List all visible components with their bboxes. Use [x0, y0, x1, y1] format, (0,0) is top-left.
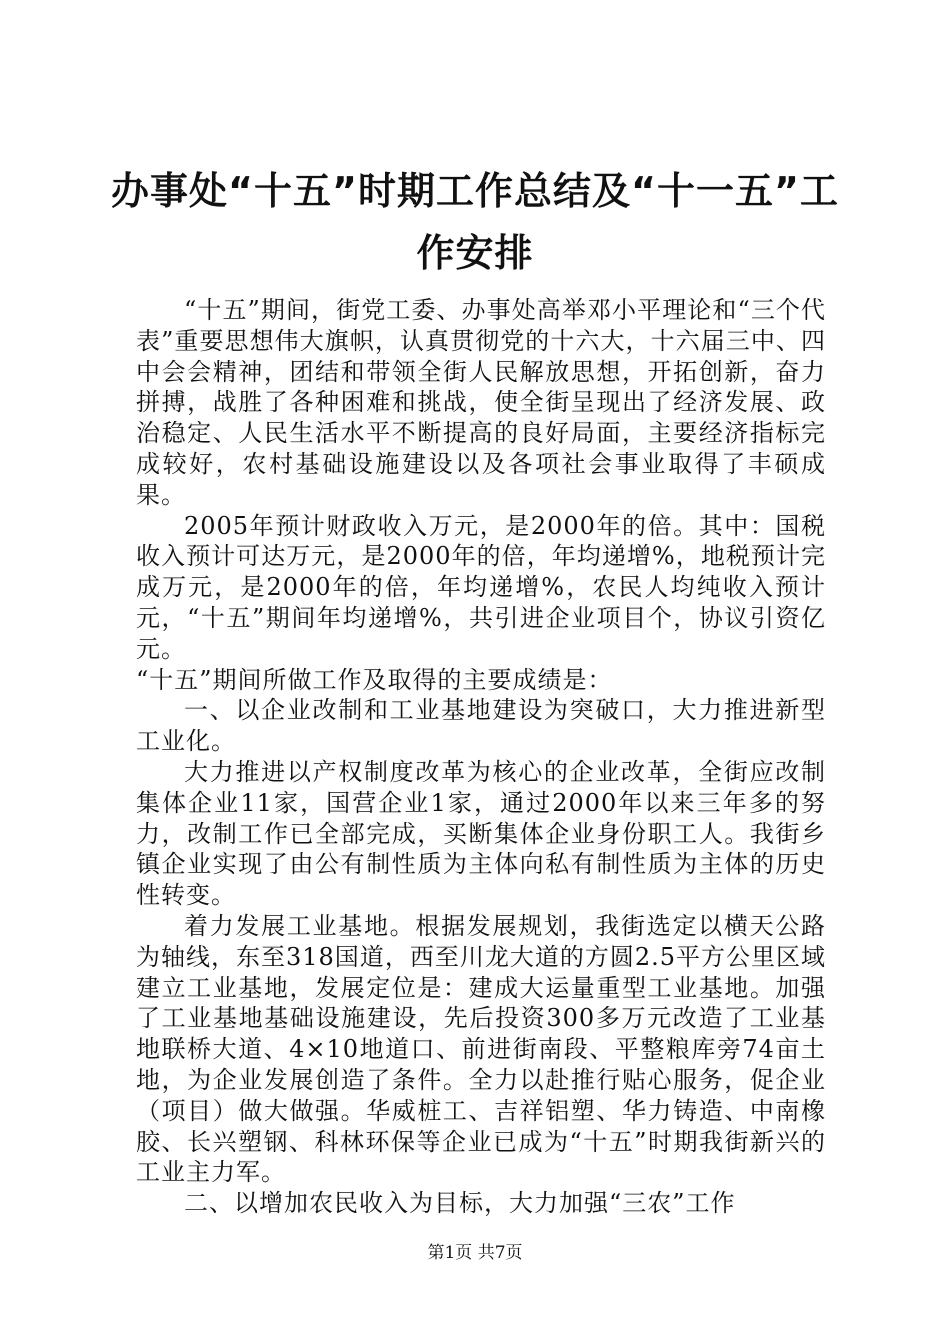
document-body: [136, 295, 826, 1219]
paragraph-enterprise-reform: 大力推进以产权制度改革为核心的企业改革，全街应改制集体企业11家，国营企业1家，通过2000年以来三年多的努力，改制工作已全部完成，买断集体企业身份职工人。我街乡镇企业实现了由公有制性质为主体向私有制性质为主体的历史性转变。: [136, 757, 826, 910]
paragraph-achievements-lead: “十五”期间所做工作及取得的主要成绩是：: [136, 665, 613, 694]
paragraph-intro: “十五”期间，街党工委、办事处高举邓小平理论和“三个代表”重要思想伟大旗帜，认真贯彻党的十六大，十六届三中、四中会会精神，团结和带领全街人民解放思想，开拓创新，奋力拼搏，战胜了各种困难和挑战，使全街呈现出了经济发展、政治稳定、人民生活水平不断提高的良好局面，主要经济指标完成较好，农村基础设施建设以及各项社会事业取得了丰硕成果。: [136, 296, 826, 509]
section-heading-1: 一、以企业改制和工业基地建设为突破口，大力推进新型工业化。: [136, 696, 826, 756]
section-heading-2: 二、以增加农民收入为目标，大力加强“三农”工作: [184, 1189, 736, 1218]
paragraph-industrial-base: 着力发展工业基地。根据发展规划，我街选定以横天公路为轴线，东至318国道，西至川龙大道的方圆2.5平方公里区域建立工业基地，发展定位是：建成大运量重型工业基地。加强了工业基地基础设施建设，先后投资300多万元改造了工业基地联桥大道、4×10地道口、前进街南段、平整粮库旁74亩土地，为企业发展创造了条件。全力以赴推行贴心服务，促企业（项目）做大做强。华威桩工、吉祥铝塑、华力铸造、中南橡胶、长兴塑钢、科林环保等企业已成为“十五”时期我街新兴的工业主力军。: [136, 911, 826, 1187]
document-title: 办事处“十五”时期工作总结及“十一五”工作安排: [111, 169, 839, 275]
paragraph-financial-summary: 2005年预计财政收入万元，是2000年的倍。其中：国税收入预计可达万元，是2000年的倍，年均递增%，地税预计完成万元，是2000年的倍，年均递增%，农民人均纯收入预计元，“十五”期间年均递增%，共引进企业项目个，协议引资亿元。: [136, 511, 826, 663]
page-footer: 第1页 共7页: [427, 1243, 523, 1263]
